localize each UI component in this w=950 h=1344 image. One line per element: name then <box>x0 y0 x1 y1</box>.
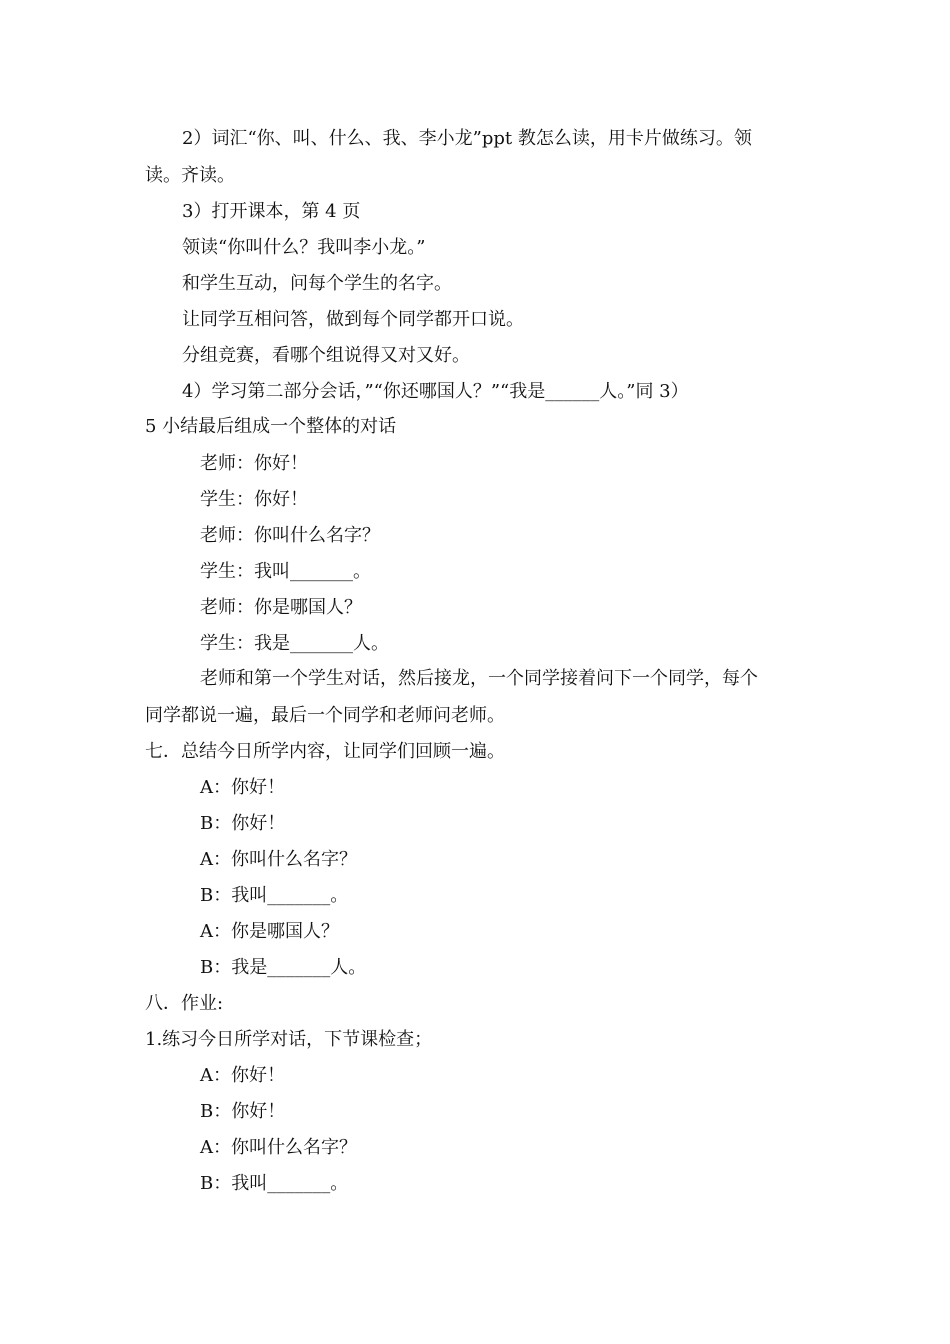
dialogue-line: A：你是哪国人？ <box>200 921 339 942</box>
dialogue-line: 老师：你叫什么名字？ <box>200 525 380 546</box>
text-line: 分组竞赛，看哪个组说得又对又好。 <box>182 345 470 366</box>
dialogue-line: B：我是_______人。 <box>200 957 367 978</box>
section-heading: 八．作业: <box>145 993 224 1014</box>
dialogue-line: B：我叫_______。 <box>200 885 349 906</box>
dialogue-line: A：你好！ <box>200 777 285 798</box>
text-line: 1.练习今日所学对话，下节课检查； <box>145 1029 433 1050</box>
text-line: 和学生互动，问每个学生的名字。 <box>182 273 452 294</box>
dialogue-line: A：你叫什么名字？ <box>200 1137 357 1158</box>
dialogue-line: B：我叫_______。 <box>200 1173 349 1194</box>
dialogue-line: B：你好！ <box>200 813 286 834</box>
dialogue-line: 学生：你好！ <box>200 489 308 510</box>
text-line: 2）词汇“你、叫、什么、我、李小龙”ppt 教怎么读，用卡片做练习。领 <box>182 128 752 149</box>
text-line: 4）学习第二部分会话，”“你还哪国人？”“我是______人。”同 3） <box>182 381 689 402</box>
section-heading: 5 小结最后组成一个整体的对话 <box>145 416 397 437</box>
dialogue-line: A：你好！ <box>200 1065 285 1086</box>
text-line: 同学都说一遍，最后一个同学和老师问老师。 <box>145 705 505 726</box>
dialogue-line: 老师：你好！ <box>200 453 308 474</box>
section-heading: 七．总结今日所学内容，让同学们回顾一遍。 <box>145 741 505 762</box>
text-line: 读。齐读。 <box>145 165 235 186</box>
text-line: 领读“你叫什么？我叫李小龙。” <box>182 237 426 258</box>
dialogue-line: B：你好！ <box>200 1101 286 1122</box>
dialogue-line: 学生：我是_______人。 <box>200 633 389 654</box>
dialogue-line: 学生：我叫_______。 <box>200 561 371 582</box>
dialogue-line: 老师：你是哪国人？ <box>200 597 362 618</box>
text-line: 3）打开课本，第 4 页 <box>182 201 361 222</box>
dialogue-line: A：你叫什么名字？ <box>200 849 357 870</box>
text-line: 让同学互相问答，做到每个同学都开口说。 <box>182 309 524 330</box>
text-line: 老师和第一个学生对话，然后接龙，一个同学接着问下一个同学，每个 <box>200 668 758 689</box>
